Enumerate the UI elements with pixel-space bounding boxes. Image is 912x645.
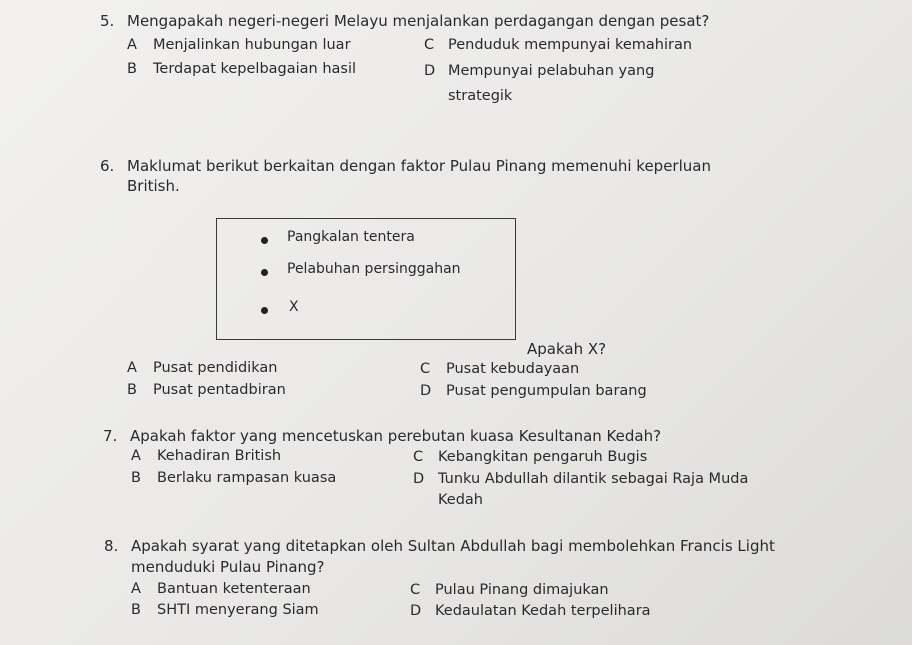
question-number: 5. <box>100 12 115 30</box>
box-item: Pangkalan tentera <box>287 229 415 245</box>
option-b: Terdapat kepelbagaian hasil <box>153 61 357 77</box>
option-d: Pusat pengumpulan barang <box>446 383 647 399</box>
option-d-continued: strategik <box>448 88 513 104</box>
option-d-continued: Kedah <box>438 492 483 508</box>
option-c: Kebangkitan pengaruh Bugis <box>438 449 648 465</box>
option-c: Pulau Pinang dimajukan <box>435 582 609 598</box>
option-letter: C <box>420 361 431 377</box>
question-prompt: Apakah X? <box>527 340 607 358</box>
question-number: 6. <box>100 157 115 175</box>
option-b: SHTI menyerang Siam <box>157 602 319 618</box>
question-text: Maklumat berikut berkaitan dengan faktor Pulau Pinang memenuhi keperluan <box>127 157 711 175</box>
option-letter: D <box>424 63 436 79</box>
option-b: Pusat pentadbiran <box>153 382 286 398</box>
option-letter: B <box>131 470 141 486</box>
option-b: Berlaku rampasan kuasa <box>157 470 337 486</box>
bullet-icon <box>261 307 268 314</box>
option-c: Penduduk mempunyai kemahiran <box>448 37 693 53</box>
question-text-continued: British. <box>127 177 180 195</box>
option-letter: D <box>413 471 425 487</box>
info-box <box>216 218 516 340</box>
option-letter: D <box>410 603 422 619</box>
option-letter: C <box>424 37 435 53</box>
box-item: Pelabuhan persinggahan <box>287 261 461 277</box>
option-letter: C <box>410 582 421 598</box>
option-a: Kehadiran British <box>157 448 282 464</box>
option-c: Pusat kebudayaan <box>446 361 580 377</box>
option-letter: C <box>413 449 424 465</box>
option-a: Bantuan ketenteraan <box>157 581 311 597</box>
option-letter: D <box>420 383 432 399</box>
option-d: Kedaulatan Kedah terpelihara <box>435 603 651 619</box>
question-text: Apakah faktor yang mencetuskan perebutan kuasa Kesultanan Kedah? <box>130 427 662 445</box>
box-item-x: X <box>289 299 299 315</box>
option-a: Menjalinkan hubungan luar <box>153 37 351 53</box>
bullet-icon <box>261 237 268 244</box>
question-text: Apakah syarat yang ditetapkan oleh Sultan Abdullah bagi membolehkan Francis Light <box>131 537 775 555</box>
bullet-icon <box>261 269 268 276</box>
question-number: 8. <box>104 537 119 555</box>
question-number: 7. <box>103 427 118 445</box>
option-letter: B <box>127 382 137 398</box>
option-letter: A <box>131 581 141 597</box>
option-letter: A <box>131 448 141 464</box>
option-d: Tunku Abdullah dilantik sebagai Raja Muda <box>438 471 749 487</box>
option-a: Pusat pendidikan <box>153 360 278 376</box>
option-letter: B <box>131 602 141 618</box>
option-d: Mempunyai pelabuhan yang <box>448 63 655 79</box>
option-letter: B <box>127 61 137 77</box>
option-letter: A <box>127 360 137 376</box>
option-letter: A <box>127 37 137 53</box>
question-text: Mengapakah negeri-negeri Melayu menjalankan perdagangan dengan pesat? <box>127 12 710 30</box>
question-text-continued: menduduki Pulau Pinang? <box>131 558 325 576</box>
